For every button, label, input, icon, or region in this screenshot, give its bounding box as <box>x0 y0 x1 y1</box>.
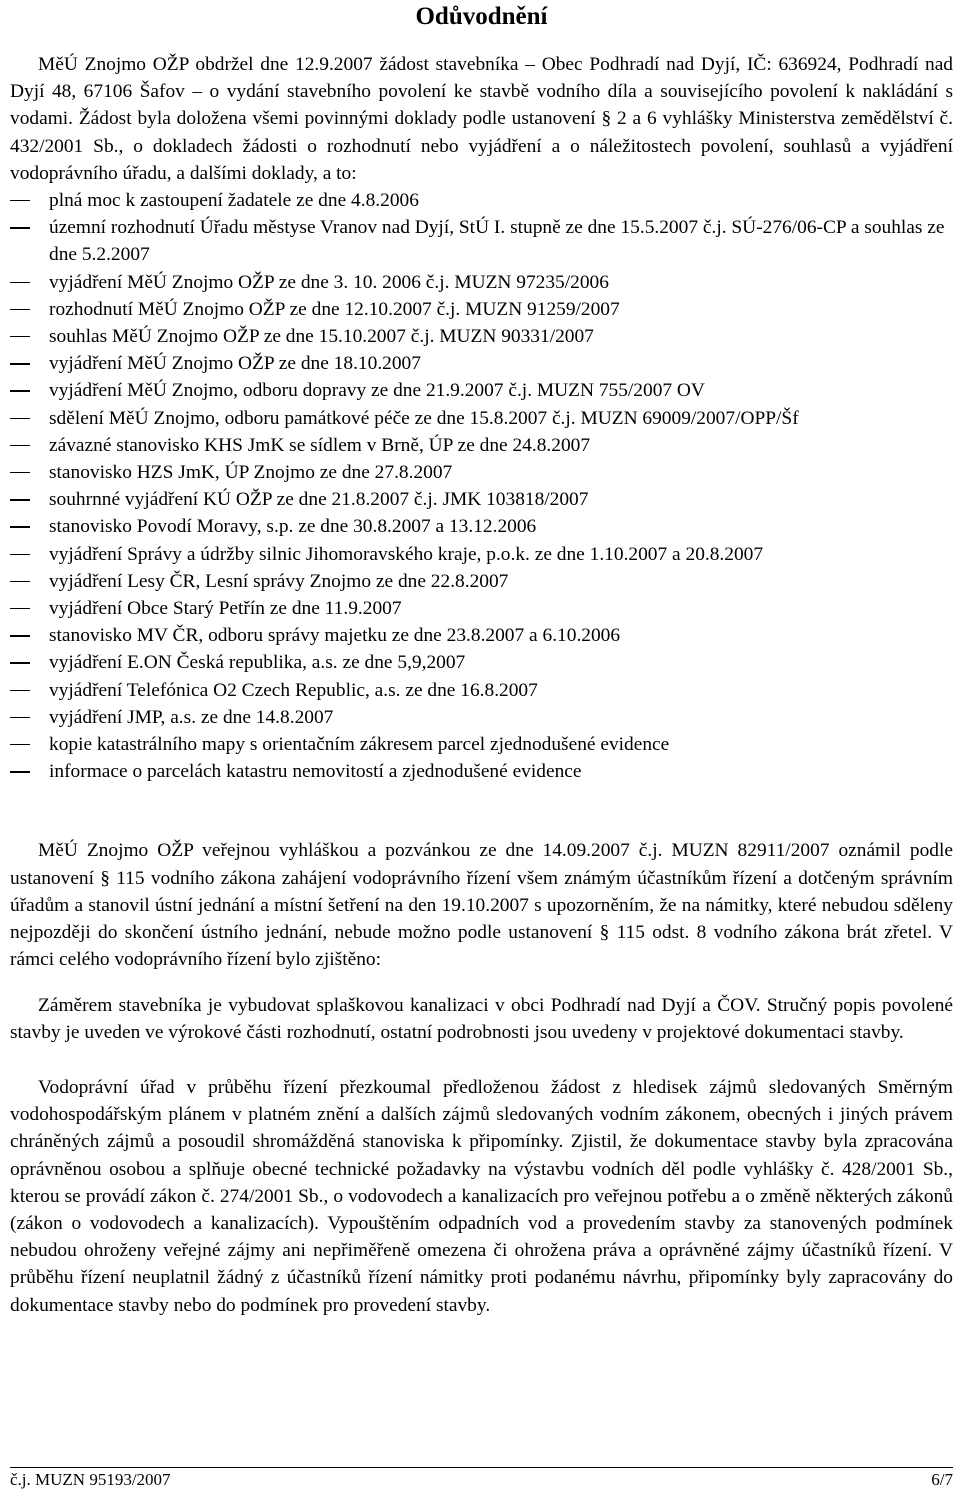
page-footer <box>10 1469 953 1491</box>
document-page <box>10 0 953 1319</box>
notice-paragraph: MěÚ Znojmo OŽP veřejnou vyhláškou a pozvánkou ze dne 14.09.2007 č.j. MUZN 82911/2007 oznámil podle ustanovení § 115 vodního zákona zahájení vodoprávního řízení všem známým účastníkům řízení a dotčeným správním úřadům a stanovil ústní jednání a místní šetření na den 19.10.2007 s upozorněním, že na námitky, které nebudou sděleny nejpozději do skončení ústního jednání, nebude možno podle ustanovení § 115 odst. 8 vodního zákona brát zřetel. V rámci celého vodoprávního řízení bylo zjištěno: <box>10 840 953 971</box>
intro-paragraph: MěÚ Znojmo OŽP obdržel dne 12.9.2007 žádost stavebníka – Obec Podhradí nad Dyjí, IČ: 636924, Podhradí nad Dyjí 48, 67106 Šafov – o vydání stavebního povolení ke stavbě vodního díla a souvisejícího povolení k nakládání s vodami. Žádost byla doložena všemi povinnými doklady podle ustanovení § 2 a 6 vyhlášky Ministerstva zemědělství č. 432/2001 Sb., o dokladech žádosti o rozhodnutí nebo vyjádření a o náležitostech povolení, souhlasů a vyjádření vodoprávního úřadu, a dalšími doklady, a to: <box>10 54 953 184</box>
document-list <box>10 187 953 785</box>
document-list-item: vyjádření Lesy ČR, Lesní správy Znojmo ze dne 22.8.2007 <box>10 568 953 595</box>
document-list-item: územní rozhodnutí Úřadu městyse Vranov nad Dyjí, StÚ I. stupně ze dne 15.5.2007 č.j. SÚ-276/06-CP a souhlas ze dne 5.2.2007 <box>10 214 953 268</box>
document-list-item: vyjádření MěÚ Znojmo OŽP ze dne 3. 10. 2006 č.j. MUZN 97235/2006 <box>10 269 953 296</box>
document-list-item: plná moc k zastoupení žadatele ze dne 4.8.2006 <box>10 187 953 214</box>
document-list-item: vyjádření Správy a údržby silnic Jihomoravského kraje, p.o.k. ze dne 1.10.2007 a 20.8.2007 <box>10 541 953 568</box>
page-number: 6/7 <box>931 1470 953 1489</box>
document-list-item: kopie katastrálního mapy s orientačním zákresem parcel zjednodušené evidence <box>10 731 953 758</box>
document-list-item: sdělení MěÚ Znojmo, odboru památkové péče ze dne 15.8.2007 č.j. MUZN 69009/2007/OPP/Šf <box>10 405 953 432</box>
document-list-item: vyjádření Obce Starý Petřín ze dne 11.9.2007 <box>10 595 953 622</box>
document-title: Odůvodnění <box>415 3 548 30</box>
document-list-item: závazné stanovisko KHS JmK se sídlem v Brně, ÚP ze dne 24.8.2007 <box>10 432 953 459</box>
document-list-item: rozhodnutí MěÚ Znojmo OŽP ze dne 12.10.2007 č.j. MUZN 91259/2007 <box>10 296 953 323</box>
purpose-paragraph: Záměrem stavebníka je vybudovat splaškovou kanalizaci v obci Podhradí nad Dyjí a ČOV. Stručný popis povolené stavby je uveden ve výrokové části rozhodnutí, ostatní podrobnosti jsou uvedeny v projektové dokumentaci stavby. <box>10 994 953 1043</box>
review-paragraph: Vodoprávní úřad v průběhu řízení přezkoumal předloženou žádost z hledisek zájmů sledovaných Směrným vodohospodářským plánem v platném znění a dalších zájmů sledovaných vodním zákonem, obecných i jiných právem chráněných zájmů a posoudil shromážděná stanoviska k připomínky. Zjistil, že dokumentace stavby byla zpracována oprávněnou osobou a splňuje obecné technické požadavky na výstavbu vodních děl podle vyhlášky č. 428/2001 Sb., kterou se provádí zákon č. 274/2001 Sb., o vodovodech a kanalizacích pro veřejnou potřebu a o změně některých zákonů (zákon o vodovodech a kanalizacích). Vypouštěním odpadních vod a provedením stavby za stanovených podmínek nebudou ohroženy veřejné zájmy ani nepřiměřeně omezena či ohrožena práva a oprávněné zájmy účastníků řízení. V průběhu řízení neuplatnil žádný z účastníků řízení námitky proti podanému návrhu, připomínky byly zapracovány do dokumentace stavby nebo do podmínek pro provedení stavby. <box>10 1076 953 1316</box>
document-list-item: vyjádření MěÚ Znojmo OŽP ze dne 18.10.2007 <box>10 350 953 377</box>
document-list-item: vyjádření E.ON Česká republika, a.s. ze dne 5,9,2007 <box>10 649 953 676</box>
document-list-item: vyjádření MěÚ Znojmo, odboru dopravy ze dne 21.9.2007 č.j. MUZN 755/2007 OV <box>10 377 953 404</box>
document-list-item: informace o parcelách katastru nemovitostí a zjednodušené evidence <box>10 758 953 785</box>
footer-divider <box>10 1467 953 1468</box>
document-list-item: vyjádření Telefónica O2 Czech Republic, a.s. ze dne 16.8.2007 <box>10 677 953 704</box>
document-list-item: vyjádření JMP, a.s. ze dne 14.8.2007 <box>10 704 953 731</box>
document-list-item: stanovisko Povodí Moravy, s.p. ze dne 30.8.2007 a 13.12.2006 <box>10 513 953 540</box>
footer-reference: č.j. MUZN 95193/2007 <box>10 1470 171 1489</box>
document-list-item: souhrnné vyjádření KÚ OŽP ze dne 21.8.2007 č.j. JMK 103818/2007 <box>10 486 953 513</box>
document-list-item: stanovisko MV ČR, odboru správy majetku ze dne 23.8.2007 a 6.10.2006 <box>10 622 953 649</box>
document-list-item: souhlas MěÚ Znojmo OŽP ze dne 15.10.2007 č.j. MUZN 90331/2007 <box>10 323 953 350</box>
document-list-item: stanovisko HZS JmK, ÚP Znojmo ze dne 27.8.2007 <box>10 459 953 486</box>
